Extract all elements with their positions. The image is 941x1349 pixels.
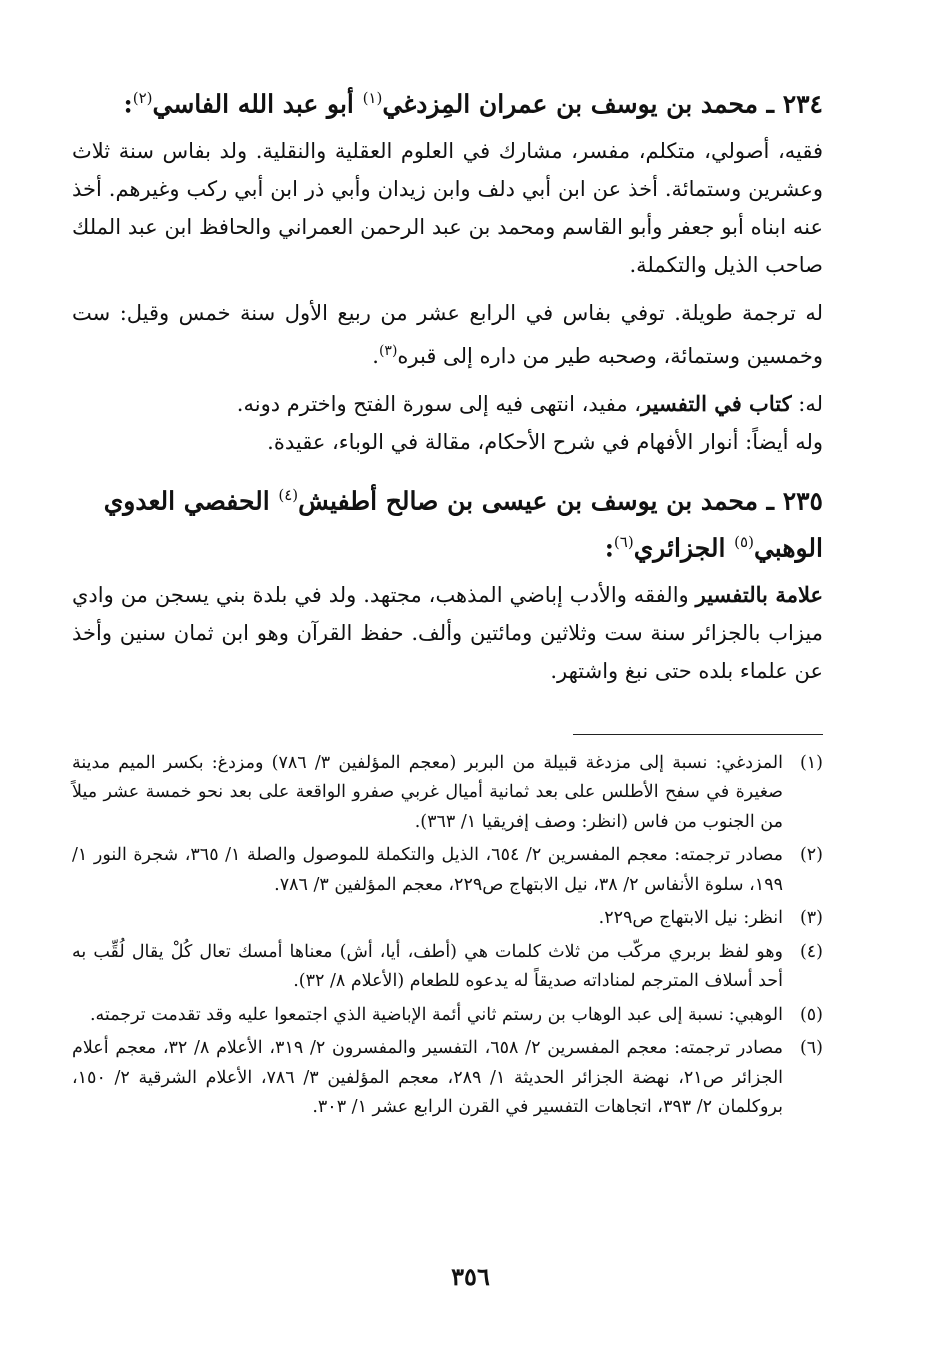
footnote-item	[72, 904, 823, 934]
footnote-item	[72, 1034, 823, 1123]
footnote-text: المزدغي: نسبة إلى مزدغة قبيلة من البربر (معجم المؤلفين ٣/ ٧٨٦) ومزدغ: بكسر الميم مدينة صغيرة في سفح الأطلس على بعد ثمانية أميال غربي صفرو الواقعة على بعد نحو خمسة عشر ميلاً من الجنوب من فاس (انظر: وصف إفريقيا ١/ ٣٦٣).	[72, 752, 784, 832]
footnote-ref-1[interactable]: (١)	[362, 89, 383, 107]
paragraph-3-rest: ، مفيد، انتهى فيه إلى سورة الفتح واخترم دونه.	[236, 392, 642, 417]
entry-234-paragraph-2	[72, 294, 823, 375]
entry-235-nisba: الحفصي العدوي الوهبي	[103, 486, 823, 562]
footnote-number: (٢)	[799, 845, 823, 866]
footnote-number: (١)	[799, 752, 823, 773]
entry-234-body	[72, 132, 823, 461]
entry-235-paragraph-1	[72, 576, 823, 690]
footnote-item	[72, 1001, 823, 1031]
entry-235-text: والفقه والأدب إباضي المذهب، مجتهد. ولد في بلدة بني يسجن من وادي ميزاب بالجزائر سنة ست وثلاثين ومائتين وألف. حفظ القرآن وهو ابن ثمان سنين وأخذ عن علماء بلده حتى نبغ واشتهر.	[72, 582, 823, 683]
paragraph-2-text: له ترجمة طويلة. توفي بفاس في الرابع عشر من ربيع الأول سنة خمس وقيل: ست وخمسين وستمائة، وصحبه طير من داره إلى قبره	[72, 301, 823, 369]
footnote-item	[72, 749, 823, 838]
footnote-ref-2[interactable]: (٢)	[132, 89, 153, 107]
entry-235-heading	[72, 475, 823, 568]
book-title-bold: كتاب في التفسير	[641, 391, 792, 417]
page-number: ٣٥٦	[451, 1262, 490, 1291]
footnote-text: وهو لفظ بربري مركّب من ثلاث كلمات هي (أطف، أيا، أش) معناها أمسك تعال كُلْ يقال لُقِّب به أحد أسلاف المترجم لمناداته صديقاً له يدعوه للطعام (الأعلام ٨/ ٣٢).	[72, 941, 783, 992]
heading-colon: :	[123, 89, 133, 119]
footnote-number: (٥)	[799, 1004, 823, 1025]
footnote-ref-6[interactable]: (٦)	[613, 532, 634, 551]
heading-colon: :	[604, 532, 614, 562]
paragraph-3-lead: له:	[791, 392, 823, 417]
footnote-divider	[573, 734, 823, 735]
entry-234-paragraph-4: وله أيضاً: أنوار الأفهام في شرح الأحكام، مقالة في الوباء، عقيدة.	[267, 430, 823, 455]
entry-235-bold-lead: علامة بالتفسير	[695, 581, 823, 607]
entry-235-nisba-2: الجزائري	[633, 532, 735, 562]
entry-234-paragraph-3	[72, 385, 823, 423]
entry-235-title: ٢٣٥ ـ محمد بن يوسف بن عيسى بن صالح أطفيش	[298, 486, 823, 516]
paragraph-2-end: .	[372, 344, 379, 369]
footnote-text: مصادر ترجمته: معجم المفسرين ٢/ ٦٥٤، الذيل والتكملة للموصول والصلة ١/ ٣٦٥، شجرة النور ١/ ١٩٩، سلوة الأنفاس ٢/ ٣٨، نيل الابتهاج ص٢٢٩، معجم المؤلفين ٣/ ٧٨٦.	[72, 845, 783, 895]
entry-234-kunya: أبو عبد الله الفاسي	[152, 89, 363, 119]
footnotes-section	[72, 749, 823, 1123]
footnote-number: (٤)	[799, 941, 823, 962]
footnote-ref-4[interactable]: (٤)	[278, 486, 299, 505]
footnote-text: الوهبي: نسبة إلى عبد الوهاب بن رستم ثاني أئمة الإباضية الذي اجتمعوا عليه وقد تقدمت ترجمته.	[89, 1004, 783, 1025]
footnote-item	[72, 841, 823, 900]
entry-234-heading	[72, 78, 823, 124]
footnote-item	[72, 938, 823, 997]
footnote-ref-5[interactable]: (٥)	[734, 532, 754, 551]
footnote-number: (٦)	[799, 1038, 823, 1059]
entry-235-body	[72, 576, 823, 690]
entry-234-paragraph-1: فقيه، أصولي، متكلم، مفسر، مشارك في العلوم العقلية والنقلية. ولد بفاس سنة ثلاث وعشرين وستمائة. أخذ عن ابن أبي دلف وابن زيدان وأبي ذر ابن أبي ركب وغيرهم. أخذ عنه ابناه أبو جعفر وأبو القاسم ومحمد بن عبد الرحمن العمراني والحافظ ابن عبد الملك صاحب الذيل والتكملة.	[72, 139, 823, 278]
footnote-number: (٣)	[799, 908, 823, 929]
footnote-text: انظر: نيل الابتهاج ص٢٢٩.	[598, 908, 783, 929]
footnote-text: مصادر ترجمته: معجم المفسرين ٢/ ٦٥٨، التفسير والمفسرون ٢/ ٣١٩، الأعلام ٨/ ٣٢، معجم أعلام الجزائر ص٢١، نهضة الجزائر الحديثة ١/ ٢٨٩، معجم المؤلفين ٣/ ٧٨٦، الأعلام الشرقية ٢/ ١٥٠، بروكلمان ٢/ ٣٩٣، اتجاهات التفسير في القرن الرابع عشر ١/ ٣٠٣.	[72, 1038, 784, 1118]
entry-234-title: ٢٣٤ ـ محمد بن يوسف بن عمران المِزدغي	[382, 89, 823, 119]
footnote-ref-3[interactable]: (٣)	[378, 343, 398, 360]
